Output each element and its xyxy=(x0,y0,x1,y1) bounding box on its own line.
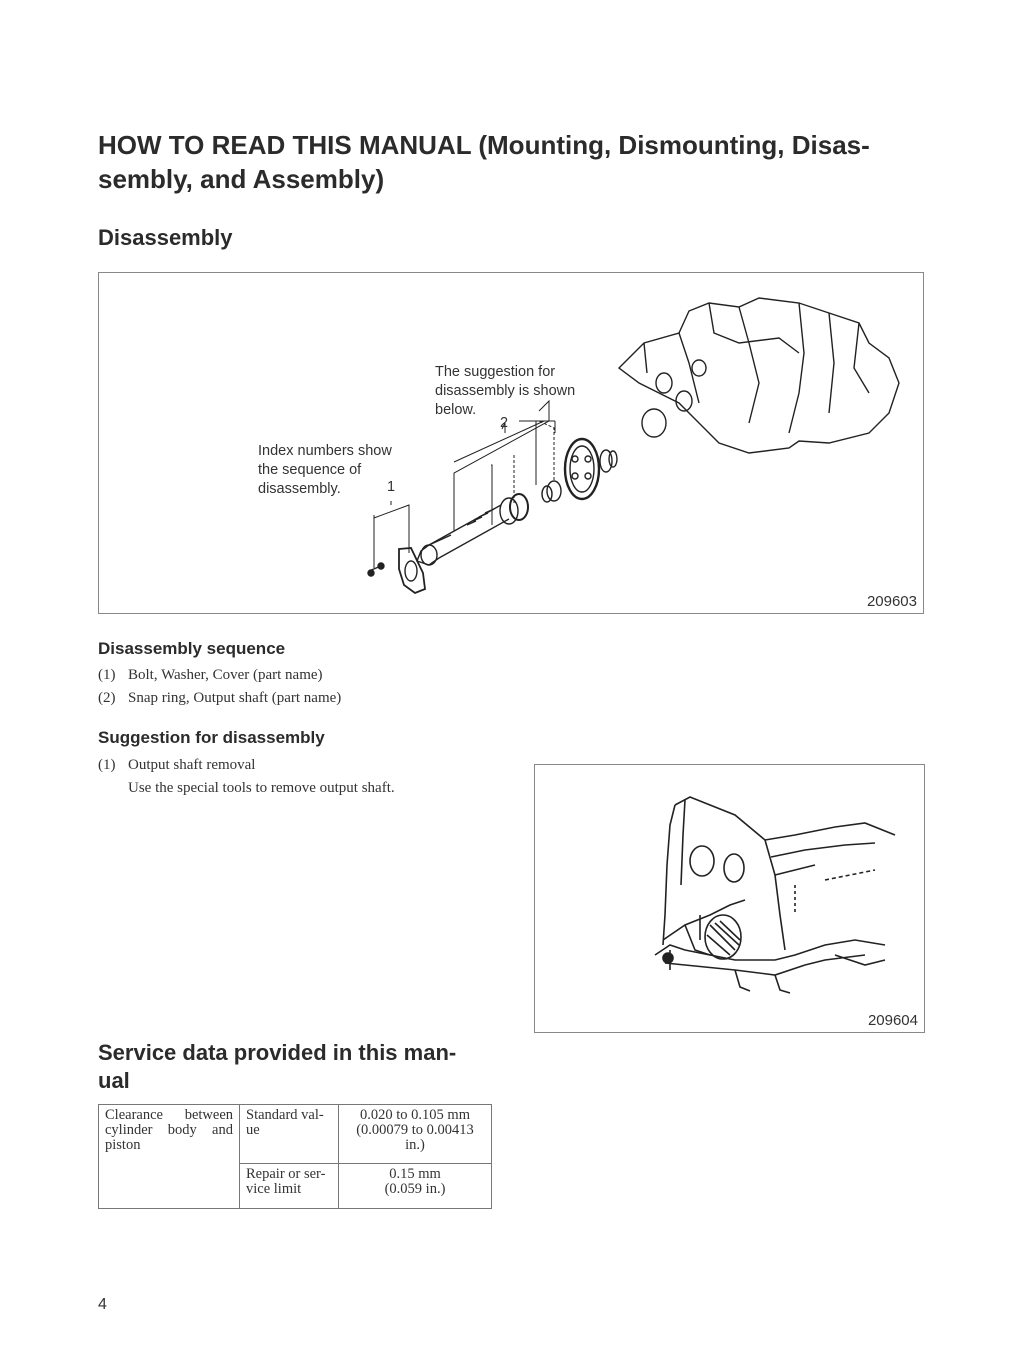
callout-1: 1 xyxy=(387,479,396,495)
service-data-table xyxy=(98,1104,492,1209)
table-cell-value: 0.020 to 0.105 mm (0.00079 to 0.00413 in.) xyxy=(339,1105,492,1164)
figure-id: 209603 xyxy=(866,593,917,610)
annotation-index: Index numbers show the sequence of disassembly. xyxy=(258,443,392,497)
exploded-view-illustration xyxy=(99,273,923,613)
suggestion-heading: Suggestion for disassembly xyxy=(98,728,325,747)
suggestion-item-text: Use the special tools to remove output shaft. xyxy=(128,780,395,796)
disassembly-figure xyxy=(98,272,924,614)
table-cell-label: Repair or ser- vice limit xyxy=(240,1164,339,1209)
service-heading: Service data provided in this man- ual xyxy=(98,1040,457,1093)
suggestion-item-title: Output shaft removal xyxy=(128,757,256,773)
removal-figure xyxy=(534,764,925,1033)
table-cell-label: Standard val- ue xyxy=(240,1105,339,1164)
sequence-item-number: (1) xyxy=(98,667,116,683)
output-shaft-removal-illustration xyxy=(535,765,924,1032)
figure-id: 209604 xyxy=(867,1012,918,1029)
sequence-item-number: (2) xyxy=(98,690,116,706)
sequence-item-text: Snap ring, Output shaft (part name) xyxy=(128,690,342,706)
suggestion-item-number: (1) xyxy=(98,757,116,773)
sequence-item-text: Bolt, Washer, Cover (part name) xyxy=(128,667,323,683)
page-number: 4 xyxy=(98,1296,107,1313)
callout-2: 2 xyxy=(500,415,509,431)
table-cell-value: 0.15 mm (0.059 in.) xyxy=(339,1164,492,1209)
disassembly-heading: Disassembly xyxy=(98,225,233,250)
page-title: HOW TO READ THIS MANUAL (Mounting, Dismounting, Disas- sembly, and Assembly) xyxy=(98,130,870,194)
table-cell-item: Clearance between cylinder body and piston xyxy=(99,1105,240,1209)
table-row xyxy=(99,1105,492,1164)
sequence-heading: Disassembly sequence xyxy=(98,639,286,658)
annotation-suggestion: The suggestion for disassembly is shown below. xyxy=(435,364,576,418)
